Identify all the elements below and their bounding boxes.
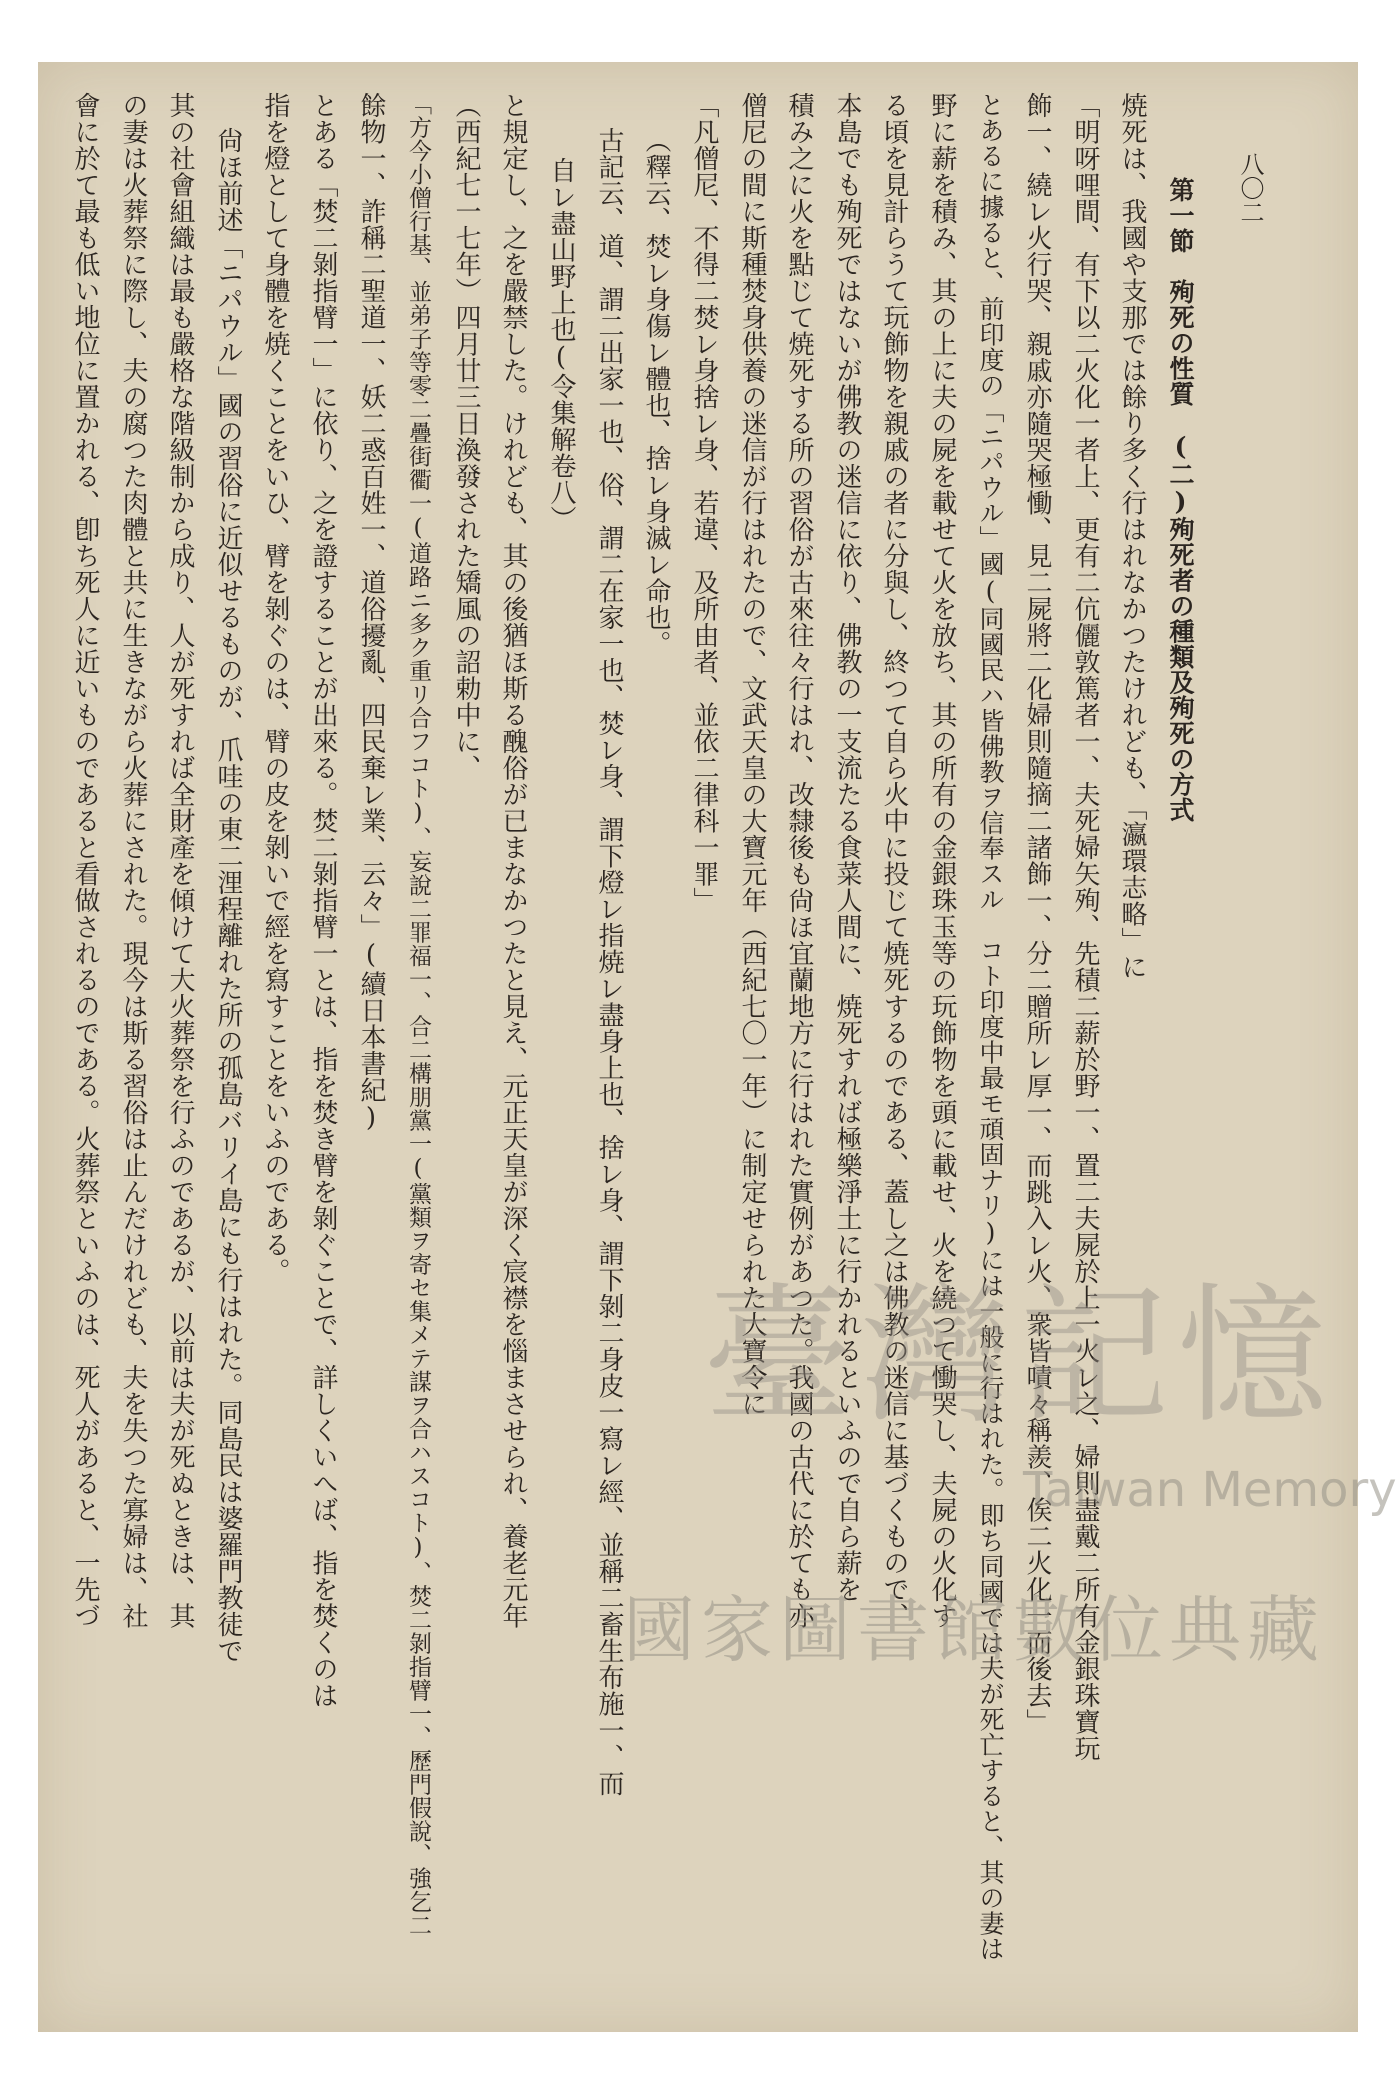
section-heading: 第一節 殉死の性質 (二)殉死者の種類及殉死の方式 [1166, 177, 1195, 823]
watermark-library-name: 國家圖書館數位典藏 [623, 1588, 1326, 1672]
text-line: 尙ほ前述「ニパウル」國の習俗に近似せるものが、爪哇の東二浬程離れた所の孤島バリイ島にも行はれた。同島民は婆羅門教徒で [213, 127, 243, 1664]
text-line: 其の社會組織は最も嚴格な階級制から成り、人が死すれば全財產を傾けて大火葬祭を行ふのであるが、以前は夫が死ぬときは、其 [165, 92, 195, 1629]
text-line: とある「焚二剝指臂一」に依り、之を證することが出來る。焚二剝指臂一とは、指を焚き臂を剝ぐことで、詳しくいへば、指を焚くのは [308, 92, 338, 1709]
text-line: 飾一、繞レ火行哭、親戚亦隨哭極慟、見二屍將二化婦則隨摘二諸飾一、分二贈所レ厚一、而跳入レ火、衆皆嘖々稱羨、俟二火化一而後去」 [1022, 92, 1052, 1735]
text-line: 古記云、道、謂二出家一也、俗、謂二在家一也、焚レ身、謂下燈レ指焼レ盡身上也、捨レ身、謂下剝二身皮一寫レ經、並稱二畜生布施一、而 [594, 127, 624, 1797]
text-line: 「明呀哩間、有下以二火化一者上、更有二伉儷敦篤者一、夫死婦矢殉、先積二薪於野一、置二夫屍於上一火レ之、婦則盡戴二所有金銀珠寶玩 [1070, 92, 1100, 1762]
text-line: 本島でも殉死ではないが佛教の迷信に依り、佛教の一支流たる食菜人間に、焼死すれば極樂淨土に行かれるといふので自ら薪を [832, 92, 862, 1603]
text-line: 自レ盡山野上也(令集解卷八） [546, 157, 576, 532]
text-line: 積み之に火を點じて焼死する所の習俗が古來往々行はれ、改隸後も尙ほ宜蘭地方に行はれた實例があつた。我國の古代に於ても亦 [784, 92, 814, 1629]
watermark-english: Taiwan Memory [1023, 1462, 1397, 1518]
text-line: の妻は火葬祭に際し、夫の腐つた肉體と共に生きながら火葬にされた。現今は斯る習俗は止んだけれども、夫を失つた寡婦は、社 [118, 92, 148, 1629]
text-line: る頃を見計らうて玩飾物を親戚の者に分與し、終つて自ら火中に投じて焼死するのである、蓋し之は佛教の迷信に基づくもので、 [879, 92, 909, 1629]
text-line: 僧尼の間に斯種焚身供養の迷信が行はれたので、文武天皇の大寶元年（西紀七〇一年）に制定せられた大寶令に [737, 92, 767, 1417]
vertical-text-body [38, 62, 1358, 2032]
text-line: と規定し、之を嚴禁した。けれども、其の後猶ほ斯る醜俗が已まなかつたと見え、元正天皇が深く宸襟を惱まさせられ、養老元年 [498, 92, 528, 1629]
page-number: 八〇二 [1236, 152, 1264, 224]
text-line: 「凡僧尼、不得二焚レ身捨レ身、若違、及所由者、並依二律科一罪」 [689, 92, 719, 914]
text-line: とあるに據ると、前印度の「ニパウル」國(同國民ハ皆佛教ヲ信奉スル コト印度中最モ頑固ナリ)には一般に行はれた。即ち同國では夫が死亡すると、其の妻は [976, 92, 1005, 1962]
text-line: （釋云、焚レ身傷レ體也、捨レ身滅レ命也。 [641, 127, 671, 657]
text-line: （西紀七一七年）四月廿三日渙發された矯風の詔勅中に、 [451, 92, 481, 781]
watermark-logo-text: 臺灣記憶 [703, 1270, 1336, 1444]
text-line: 野に薪を積み、其の上に夫の屍を載せて火を放ち、其の所有の金銀珠玉等の玩飾物を頭に載せ、火を繞つて慟哭し、夫屍の火化す [927, 92, 957, 1629]
text-line: 指を燈として身體を焼くことをいひ、臂を剝ぐのは、臂の皮を剝いで經を寫すことをいふのである。 [260, 92, 290, 1285]
text-line: 會に於て最も低い地位に置かれる、卽ち死人に近いものであると看做されるのである。火葬祭といふのは、死人があると、一先づ [70, 92, 100, 1629]
text-line: 「方今小僧行基、並弟子等零二疊街衢一(道路ニ多ク重リ合フコト)、妄說二罪福一、合二構朋黨一(黨類ヲ寄セ集メテ謀ヲ合ハスコト)、焚二剝指臂一、歷門假說、強乞二 [405, 92, 431, 1937]
book-page [38, 62, 1397, 2032]
text-line: 餘物一、詐稱二聖道一、妖二惑百姓一、道俗擾亂、四民棄レ業、云々」(續日本書紀) [356, 92, 386, 1134]
text-line: 焼死は、我國や支那では餘り多く行はれなかつたけれども、「瀛環志略」に [1117, 92, 1147, 980]
